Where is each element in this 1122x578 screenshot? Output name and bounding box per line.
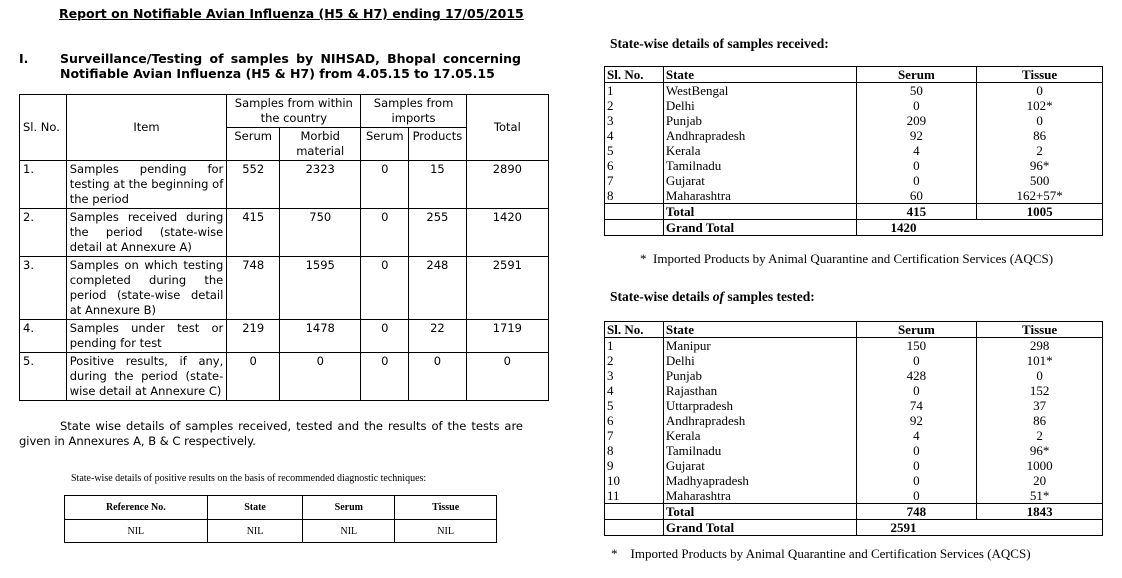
table-row [20,161,549,209]
sl-cell: 5 [605,398,664,413]
serum-cell: 0 [856,158,977,173]
state-cell: Gujarat [663,458,856,473]
total-tissue: 1005 [977,204,1103,220]
sl-cell: 4 [605,383,664,398]
sl-cell: 3. [20,257,67,320]
table-row [605,143,1103,158]
item-cell: Samples on which testing completed during the period (state-wise detail at Annexure B) [66,257,227,320]
total-sl-cell [605,204,664,220]
table-row [605,158,1103,173]
footnote-star: * [611,546,618,561]
imports-serum-header: Serum [361,128,409,161]
state-header: State [663,67,856,83]
total-cell: 2890 [466,161,548,209]
tissue-cell: 51* [977,488,1103,504]
table-row [605,473,1103,488]
item-header: Item [66,95,227,161]
sl-cell: 1. [20,161,67,209]
tissue-cell: 86 [977,413,1103,428]
grand-total-row [605,520,1103,536]
products-cell: 0 [409,353,467,401]
serum-cell: 0 [856,173,977,188]
serum-cell: 0 [856,488,977,504]
sl-cell: 10 [605,473,664,488]
tissue-cell: 20 [977,473,1103,488]
tissue-cell: 96* [977,158,1103,173]
positive-results-table [64,495,497,543]
table-row [605,113,1103,128]
imports-serum-cell: 0 [361,257,409,320]
surveillance-table [19,94,549,401]
section-heading-line1: Surveillance/Testing of samples by NIHSAD, Bhopal concerning [60,51,521,66]
table-row [20,209,549,257]
products-cell: 255 [409,209,467,257]
tissue-cell: 2 [977,428,1103,443]
serum-header: Serum [856,322,977,338]
morbid-cell: 750 [280,209,361,257]
tested-caption-part2: samples tested: [723,289,815,304]
total-cell: 0 [466,353,548,401]
tissue-cell: 0 [977,368,1103,383]
tissue-cell: NIL [395,520,497,543]
sl-no-header: Sl. No. [605,67,664,83]
serum-cell: 60 [856,188,977,204]
morbid-cell: 1478 [280,320,361,353]
item-cell: Samples pending for testing at the beginning of the period [66,161,227,209]
table-row [605,98,1103,113]
table-row [65,520,497,543]
grand-total-value: 2591 [856,520,1102,536]
state-cell: Rajasthan [663,383,856,398]
serum-cell: 0 [856,443,977,458]
tested-table [604,321,1103,536]
tissue-cell: 2 [977,143,1103,158]
tissue-cell: 0 [977,83,1103,99]
tissue-cell: 96* [977,443,1103,458]
serum-cell: 552 [227,161,280,209]
grand-total-label: Grand Total [663,520,856,536]
received-table [604,66,1103,236]
serum-cell: 92 [856,413,977,428]
state-cell: Madhyapradesh [663,473,856,488]
serum-header: Serum [856,67,977,83]
table-row [605,428,1103,443]
footnote-text: Imported Products by Animal Quarantine and Certification Services (AQCS) [630,546,1031,561]
received-caption: State-wise details of samples received: [610,36,829,51]
total-tissue: 1843 [977,504,1103,520]
imports-serum-cell: 0 [361,161,409,209]
state-cell: Delhi [663,98,856,113]
table-row [605,368,1103,383]
sl-cell: 1 [605,338,664,354]
products-cell: 248 [409,257,467,320]
sl-cell: 2. [20,209,67,257]
state-cell: Gujarat [663,173,856,188]
grand-total-label: Grand Total [663,220,856,236]
serum-cell: 428 [856,368,977,383]
footnote-star: * [640,251,647,266]
sl-cell: 9 [605,458,664,473]
morbid-cell: 2323 [280,161,361,209]
sl-cell: 4 [605,128,664,143]
serum-cell: 92 [856,128,977,143]
products-cell: 22 [409,320,467,353]
header-row [605,322,1103,338]
serum-cell: 0 [856,353,977,368]
sl-no-header: Sl. No. [20,95,67,161]
tissue-cell: 86 [977,128,1103,143]
table-row [605,443,1103,458]
section-heading [60,51,521,81]
table-row [605,173,1103,188]
tissue-cell: 37 [977,398,1103,413]
total-serum: 748 [856,504,977,520]
positive-results-caption: State-wise details of positive results on the basis of recommended diagnostic techniques: [71,473,427,484]
report-title: Report on Notifiable Avian Influenza (H5 & H7) ending 17/05/2015 [59,6,524,21]
tissue-cell: 101* [977,353,1103,368]
state-header: State [207,496,303,520]
table-row [605,458,1103,473]
table-row [605,338,1103,354]
sl-cell: 2 [605,353,664,368]
state-cell: Delhi [663,353,856,368]
total-row [605,504,1103,520]
imports-serum-cell: 0 [361,353,409,401]
products-header: Products [409,128,467,161]
table-row [605,488,1103,504]
received-footnote [640,251,1053,267]
tissue-cell: 1000 [977,458,1103,473]
sl-cell: 3 [605,368,664,383]
sl-no-header: Sl. No. [605,322,664,338]
morbid-cell: 1595 [280,257,361,320]
state-cell: Maharashtra [663,488,856,504]
reference-no-cell: NIL [65,520,208,543]
within-country-header: Samples from within the country [227,95,361,128]
table-row [605,413,1103,428]
state-cell: Punjab [663,368,856,383]
serum-cell: 219 [227,320,280,353]
state-cell: Manipur [663,338,856,354]
serum-cell: 50 [856,83,977,99]
total-header: Total [466,95,548,161]
state-header: State [663,322,856,338]
total-serum: 415 [856,204,977,220]
tested-caption-part1: State-wise details [610,289,713,304]
header-row [20,95,549,128]
grand-total-value: 1420 [856,220,1103,236]
table-row [605,398,1103,413]
sl-cell: 5 [605,143,664,158]
tissue-cell: 162+57* [977,188,1103,204]
serum-cell: 748 [227,257,280,320]
sl-cell: 8 [605,443,664,458]
state-cell: Uttarpradesh [663,398,856,413]
serum-header: Serum [303,496,395,520]
serum-header: Serum [227,128,280,161]
item-cell: Positive results, if any, during the period (state-wise detail at Annexure C) [66,353,227,401]
table-row [605,383,1103,398]
imports-serum-cell: 0 [361,209,409,257]
serum-cell: 4 [856,143,977,158]
total-cell: 1420 [466,209,548,257]
tissue-header: Tissue [977,322,1103,338]
table-row [605,128,1103,143]
from-imports-header: Samples from imports [361,95,466,128]
total-sl-cell [605,504,664,520]
header-row [65,496,497,520]
grand-total-sl-cell [605,520,664,536]
footnote-text: Imported Products by Animal Quarantine and Certification Services (AQCS) [653,251,1054,266]
note-paragraph: State wise details of samples received, tested and the results of the tests are given in Annexures A, B & C respectively. [19,419,523,448]
serum-cell: NIL [303,520,395,543]
state-cell: Andhrapradesh [663,413,856,428]
serum-cell: 415 [227,209,280,257]
sl-cell: 5. [20,353,67,401]
state-cell: Maharashtra [663,188,856,204]
products-cell: 15 [409,161,467,209]
state-cell: Kerala [663,143,856,158]
tissue-cell: 500 [977,173,1103,188]
serum-cell: 209 [856,113,977,128]
state-cell: Tamilnadu [663,158,856,173]
reference-no-header: Reference No. [65,496,208,520]
tested-caption [610,289,815,305]
grand-total-row [605,220,1103,236]
tested-caption-of: of [712,289,724,304]
sl-cell: 1 [605,83,664,99]
state-cell: Punjab [663,113,856,128]
item-cell: Samples under test or pending for test [66,320,227,353]
total-cell: 2591 [466,257,548,320]
table-row [605,188,1103,204]
grand-total-sl-cell [605,220,664,236]
table-row [20,320,549,353]
serum-cell: 0 [856,383,977,398]
serum-cell: 0 [856,458,977,473]
total-row [605,204,1103,220]
serum-cell: 0 [856,473,977,488]
serum-cell: 74 [856,398,977,413]
tissue-cell: 298 [977,338,1103,354]
state-cell: NIL [207,520,303,543]
tissue-header: Tissue [977,67,1103,83]
sl-cell: 6 [605,413,664,428]
state-cell: Tamilnadu [663,443,856,458]
sl-cell: 7 [605,428,664,443]
tissue-cell: 0 [977,113,1103,128]
sl-cell: 4. [20,320,67,353]
tissue-cell: 102* [977,98,1103,113]
tissue-cell: 152 [977,383,1103,398]
tissue-header: Tissue [395,496,497,520]
state-cell: Andhrapradesh [663,128,856,143]
table-row [20,257,549,320]
header-row [605,67,1103,83]
tested-footnote [611,546,1031,562]
state-cell: WestBengal [663,83,856,99]
imports-serum-cell: 0 [361,320,409,353]
table-row [605,353,1103,368]
serum-cell: 0 [856,98,977,113]
serum-cell: 0 [227,353,280,401]
section-heading-line2: Notifiable Avian Influenza (H5 & H7) from 4.05.15 to 17.05.15 [60,66,495,81]
sl-cell: 11 [605,488,664,504]
sl-cell: 3 [605,113,664,128]
serum-cell: 150 [856,338,977,354]
total-label: Total [663,504,856,520]
serum-cell: 4 [856,428,977,443]
sl-cell: 7 [605,173,664,188]
state-cell: Kerala [663,428,856,443]
section-number: I. [19,51,29,66]
morbid-cell: 0 [280,353,361,401]
sl-cell: 2 [605,98,664,113]
total-cell: 1719 [466,320,548,353]
table-row [20,353,549,401]
sl-cell: 6 [605,158,664,173]
morbid-header: Morbid material [280,128,361,161]
total-label: Total [663,204,856,220]
item-cell: Samples received during the period (state-wise detail at Annexure A) [66,209,227,257]
sl-cell: 8 [605,188,664,204]
table-row [605,83,1103,99]
